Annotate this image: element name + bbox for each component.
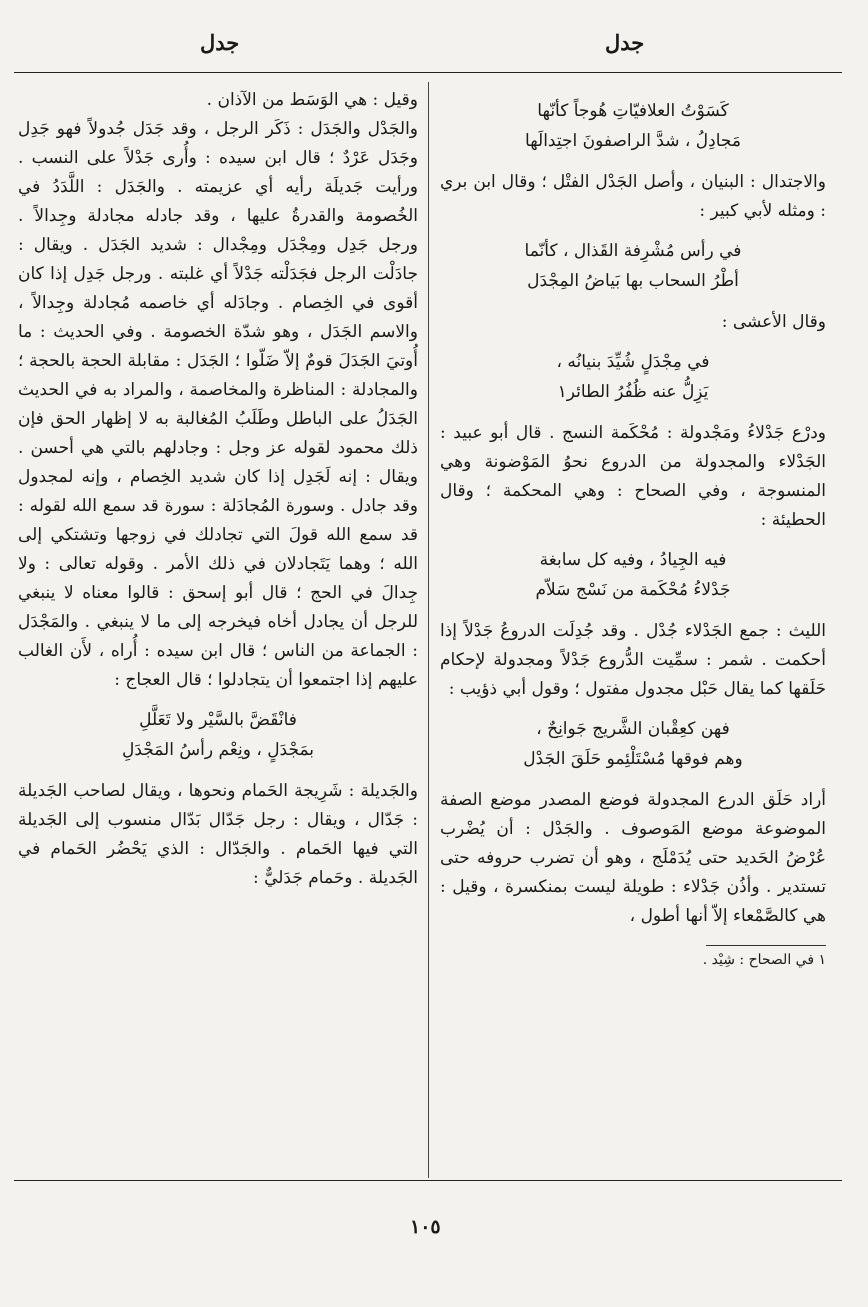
verse (440, 545, 826, 605)
verse-line: كَسَوْتُ العلافيّاتِ هُوجاً كأنّها (537, 101, 729, 121)
column-divider (428, 82, 429, 1178)
running-header-right: جدل (605, 30, 645, 55)
verse-line: جَدْلاءُ مُحْكَمة من نَسْج سَلاّم (535, 580, 731, 600)
footnote-rule (706, 945, 826, 946)
entry-paragraph: ودرْع جَدْلاءُ ومَجْدولة : مُحْكَمة النسج . قال أبو عبيد : الجَدْلاء والمجدولة من الدروع نحوُ المَوْضونة وهي المنسوجة ، وفي الصحاح : وهي المحكمة ؛ وقال الحطيئة : (440, 423, 826, 530)
right-column (440, 86, 826, 1176)
entry-paragraph: الليث : جمع الجَدْلاء جُدْل . وقد جُدِلَت الدروعُ جَدْلاً إذا أحكمت . شمر : سمِّيت الدُّروع جَدْلاً ومجدولة لإحكام حَلَقها كما يقال حَبْل مجدول مفتول ؛ وقول أبي ذؤيب : (440, 621, 826, 699)
entry-paragraph: وقيل : هي الوَسَط من الآذان . (206, 90, 418, 110)
entry-paragraph: والجَدْل والجَدَل : ذَكَر الرجل ، وقد جَدَل جُدولاً فهو جَدِل وجَدَل عَرْدٌ ؛ قال ابن سيده : وأُرى جَدْلاً على النسب . ورأيت جَديلَة رأيه أي عزيمته . والجَدَل : اللَّدَدُ في الخُصومة والقدرةُ عليها ، وقد جادله مجادلة وجِدالاً . ورجل جَدِل ومِجْدَل ومِجْدال : شديد الجَدَل . ويقال : جادَلْت الرجل فجَدَلْته جَدْلاً أي غلبته . ورجل جَدِل إذا كان أقوى في الخِصام . وجادَله أي خاصمه مُجادلة وجِدالاً ، والاسم الجَدَل ، وهو شدّة الخصومة . وفي الحديث : ما أُوتيَ الجَدَلَ قومٌ إلاّ ضَلّوا ؛ الجَدَل : مقابلة الحجة بالحجة ؛ والمجادلة : المناظرة والمخاصمة ، والمراد به في الحديث الجَدَلُ على الباطل وطَلَبُ المُغالبة به لا إظهار الحق فإن ذلك محمود لقوله عز وجل : وجادلهم بالتي هي أحسن . ويقال : إنه لَجَدِل إذا كان شديد الخِصام ، وإنه لمجدول وقد جادل . وسورة المُجادَلة : سورة قد سمع الله لقوله : قد سمع الله قولَ التي تجادلك في زوجها وتشتكي إلى الله ؛ وهما يَتَجادلان في ذلك الأمر . وقوله تعالى : ولا جِدالَ في الحج ؛ قال أبو إسحق : قالوا معناه لا ينبغي للرجل أن يجادل أخاه فيخرجه إلى ما لا ينبغي . والمَجْدَل : الجماعة من الناس ؛ قال ابن سيده : أُراه ، لأَن الغالب عليهم إذا اجتمعوا أن يتجادلوا ؛ قال العجاج : (18, 119, 418, 690)
left-column (18, 86, 418, 1176)
verse (440, 96, 826, 156)
verse-line: فهن كعِقْبان الشَّريج جَوانِحٌ ، (536, 719, 730, 739)
entry-paragraph: والجَديلة : شَرِيجة الحَمام ونحوها ، ويقال لصاحب الجَديلة : جَدّال ، ويقال : رجل جَدّال بَدّال منسوب إلى الجَديلة التي فيها الحَمام . والجَدّال : الذي يَحْضُر الحَمام في الجَديلة . وحَمام جَدَليٌّ : (18, 781, 418, 888)
running-header-left: جدل (200, 30, 240, 55)
verse-line: أطْرُ السحاب بها بَياضُ المِجْدَل (527, 271, 739, 291)
verse-line: في رأس مُشْرِفة القَذال ، كأنّما (524, 241, 742, 261)
verse (440, 347, 826, 407)
entry-paragraph: وقال الأعشى : (721, 312, 826, 332)
verse-line: في مِجْدَلٍ شُيِّدَ بنيانُه ، (556, 352, 710, 372)
entry-paragraph: أراد حَلَق الدرع المجدولة فوضع المصدر موضع الصفة الموضوعة موضع المَوصوف . والجَدْل : أن يُضْرب عُرْضُ الحَديد حتى يُدَمْلَج ، وهو أن تضرب حروفه حتى تستدير . وأذُن جَدْلاء : طويلة ليست بمنكسرة ، وقيل : هي كالصَّمْعاء إلاّ أنها أطول ، (440, 790, 826, 926)
verse-line: بمَجْدَلٍ ، ونِعْم رأسُ المَجْدَلِ (121, 740, 315, 760)
entry-paragraph: والاجتدال : البنيان ، وأصل الجَدْل الفتْل ؛ وقال ابن بري : ومثله لأبي كبير : (440, 172, 826, 221)
verse-line: وهم فوقها مُسْتَلْئِمو حَلَقَ الجَدْل (523, 749, 743, 769)
footer-rule (14, 1180, 842, 1181)
page-number: ١٠٥ (410, 1216, 441, 1238)
verse-line: فانْقَضَّ بالسَّيْر ولا تَعَلَّلِ (139, 710, 297, 730)
verse (440, 236, 826, 296)
verse-line: مَجادِلُ ، شدَّ الراصفونَ اجتِدالَها (525, 131, 741, 151)
verse-line: يَزِلُّ عنه ظُفُرُ الطائر١ (557, 382, 709, 402)
verse (18, 705, 418, 765)
verse-line: فيه الجِيادُ ، وفيه كل سابغة (539, 550, 727, 570)
header-rule (14, 72, 842, 73)
footnote: ١ في الصحاح : شِيْد . (702, 952, 826, 968)
verse (440, 714, 826, 774)
